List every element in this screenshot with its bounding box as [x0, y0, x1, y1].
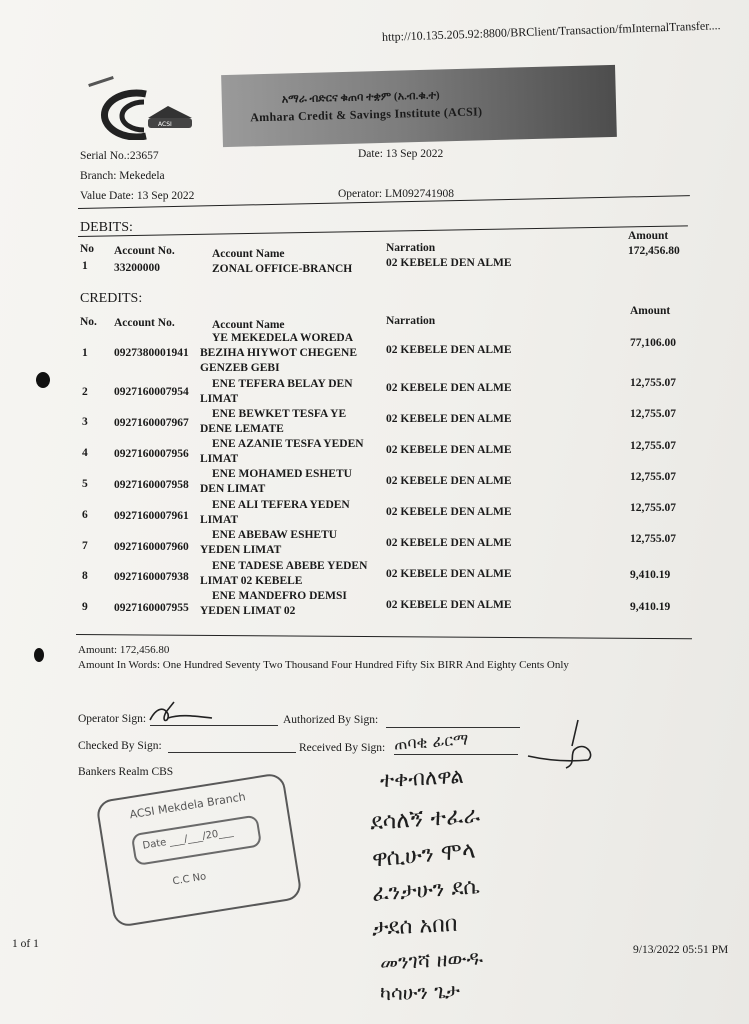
system-name: Bankers Realm CBS [78, 766, 174, 778]
debits-title: DEBITS: [80, 220, 133, 235]
totals-divider [76, 634, 692, 639]
handwriting-line: ደሳለኝ ተፈራ [369, 802, 481, 836]
credits-header-account-name: Account Name [212, 319, 285, 331]
credits-title: CREDITS: [80, 291, 143, 306]
total-amount: Amount: 172,456.80 [78, 644, 170, 656]
handwriting-line: ካሳሁን ጌታ [379, 978, 461, 1006]
credit-row-account-name: ENE TADESE ABEBE YEDEN LIMAT 02 KEBELE [200, 560, 368, 587]
credits-header-narration: Narration [386, 315, 436, 327]
operator-id: Operator: LM092741908 [338, 188, 454, 200]
credit-row-account-name: ENE AZANIE TESFA YEDEN LIMAT [200, 438, 364, 465]
credit-row-narration: 02 KEBELE DEN ALME [386, 413, 512, 425]
credit-row-narration: 02 KEBELE DEN ALME [386, 506, 512, 518]
credit-row-account-no: 0927160007961 [114, 510, 189, 522]
debit-row-no: 1 [82, 260, 88, 272]
credit-row-no: 7 [82, 540, 88, 552]
print-timestamp: 9/13/2022 05:51 PM [633, 944, 729, 956]
credit-row-no: 4 [82, 447, 88, 459]
received-signature-icon [526, 716, 596, 772]
credit-row-amount: 12,755.07 [630, 471, 676, 483]
credit-row-account-name: ENE BEWKET TESFA YE DENE LEMATE [200, 408, 347, 435]
debit-row-narration: 02 KEBELE DEN ALME [386, 257, 512, 269]
credit-row-account-name: ENE ALI TEFERA YEDEN LIMAT [200, 499, 350, 526]
operator-sign-label: Operator Sign: [78, 713, 147, 725]
operator-signature-icon [146, 700, 216, 730]
debit-row-account-name: ZONAL OFFICE-BRANCH [212, 263, 353, 275]
credit-row-account-name: ENE ABEBAW ESHETU YEDEN LIMAT [200, 529, 338, 556]
credit-row-no: 1 [82, 347, 88, 359]
handwriting-line: ተቀብለዋል [379, 763, 465, 793]
credit-row-account-no: 0927160007958 [114, 479, 189, 491]
debits-header-narration: Narration [386, 242, 436, 254]
credit-row-narration: 02 KEBELE DEN ALME [386, 537, 512, 549]
credit-row-amount: 12,755.07 [630, 533, 676, 545]
checked-sign-line [168, 752, 296, 753]
received-sign-label: Received By Sign: [299, 742, 386, 754]
credit-row-narration: 02 KEBELE DEN ALME [386, 568, 512, 580]
credit-row-account-no: 0927380001941 [114, 347, 189, 359]
credit-row-no: 6 [82, 509, 88, 521]
credit-row-narration: 02 KEBELE DEN ALME [386, 344, 512, 356]
credit-row-narration: 02 KEBELE DEN ALME [386, 382, 512, 394]
credits-header-account-no: Account No. [114, 317, 175, 329]
credit-row-narration: 02 KEBELE DEN ALME [386, 475, 512, 487]
stamp-date-box [131, 814, 262, 866]
punch-hole [34, 648, 44, 662]
credit-row-account-name: YE MEKEDELA WOREDA BEZIHA HIYWOT CHEGENE GENZEB GEBI [200, 332, 357, 374]
credit-row-account-name: ENE TEFERA BELAY DEN LIMAT [200, 378, 353, 405]
credits-header-amount: Amount [630, 305, 671, 317]
handwriting-line: ዋሲሁን ሞላ [371, 837, 477, 873]
authorized-sign-label: Authorized By Sign: [283, 714, 379, 726]
credits-header-no: No. [80, 316, 97, 328]
page-url: http://10.135.205.92:8800/BRClient/Transaction/fmInternalTransfer.... [381, 18, 721, 44]
credit-row-amount: 77,106.00 [630, 337, 676, 349]
credit-row-no: 9 [82, 601, 88, 613]
received-sign-line [394, 754, 518, 755]
credit-row-no: 5 [82, 478, 88, 490]
credit-row-account-no: 0927160007967 [114, 417, 189, 429]
amount-in-words: Amount In Words: One Hundred Seventy Two Thousand Four Hundred Fifty Six BIRR And Eighty Cents Only [78, 659, 569, 671]
credit-row-account-name: ENE MANDEFRO DEMSI YEDEN LIMAT 02 [200, 590, 347, 617]
handwriting-line: ታደሰ አበበ [371, 911, 459, 942]
stamp-date-text: Date ___/___/20___ [141, 826, 235, 852]
punch-hole [36, 372, 50, 388]
svg-text:ACSI: ACSI [158, 121, 172, 128]
credit-row-amount: 12,755.07 [630, 440, 676, 452]
institution-name-amharic: አማራ ብድርና ቁጠባ ተቋም (አ.ብ.ቁ.ተ) [281, 89, 440, 106]
acsi-logo-icon [88, 84, 200, 140]
credit-row-amount: 12,755.07 [630, 502, 676, 514]
credit-row-narration: 02 KEBELE DEN ALME [386, 444, 512, 456]
value-date: Value Date: 13 Sep 2022 [80, 190, 195, 202]
debits-divider [78, 225, 688, 237]
authorized-sign-line [386, 727, 520, 728]
stamp-cc-text: C.C No [171, 871, 208, 888]
institution-name-english: Amhara Credit & Savings Institute (ACSI) [250, 104, 483, 125]
handwriting-line: ፈንታሁን ደሴ [371, 874, 481, 907]
credit-row-amount: 9,410.19 [630, 601, 671, 613]
document-date: Date: 13 Sep 2022 [358, 148, 444, 160]
debit-row-account-no: 33200000 [114, 262, 160, 274]
debit-row-amount: 172,456.80 [628, 245, 680, 257]
credit-row-amount: 12,755.07 [630, 408, 676, 420]
handwriting-line: መንገሻ ዘውዱ [379, 945, 484, 975]
page-number: 1 of 1 [12, 938, 39, 950]
debits-header-no: No [80, 243, 95, 255]
credit-row-amount: 12,755.07 [630, 377, 676, 389]
serial-number: Serial No.:23657 [80, 150, 159, 162]
credit-row-account-no: 0927160007954 [114, 386, 189, 398]
credit-row-account-no: 0927160007960 [114, 541, 189, 553]
received-handwriting: ጠባቂ ፊርማ [393, 729, 470, 754]
debits-header-account-name: Account Name [212, 248, 285, 260]
credit-row-no: 3 [82, 416, 88, 428]
institution-banner [221, 65, 617, 147]
credit-row-account-name: ENE MOHAMED ESHETU DEN LIMAT [200, 468, 352, 495]
credit-row-narration: 02 KEBELE DEN ALME [386, 599, 512, 611]
credit-row-account-no: 0927160007955 [114, 602, 189, 614]
debits-header-amount: Amount [628, 230, 669, 242]
credit-row-no: 8 [82, 570, 88, 582]
branch-stamp [95, 772, 303, 928]
branch-name: Branch: Mekedela [80, 170, 165, 182]
debits-header-account-no: Account No. [114, 245, 175, 257]
credit-row-amount: 9,410.19 [630, 569, 671, 581]
credit-row-account-no: 0927160007956 [114, 448, 189, 460]
stamp-branch-text: ACSI Mekdela Branch [128, 790, 247, 822]
credit-row-no: 2 [82, 386, 88, 398]
credit-row-account-no: 0927160007938 [114, 571, 189, 583]
checked-sign-label: Checked By Sign: [78, 740, 162, 752]
